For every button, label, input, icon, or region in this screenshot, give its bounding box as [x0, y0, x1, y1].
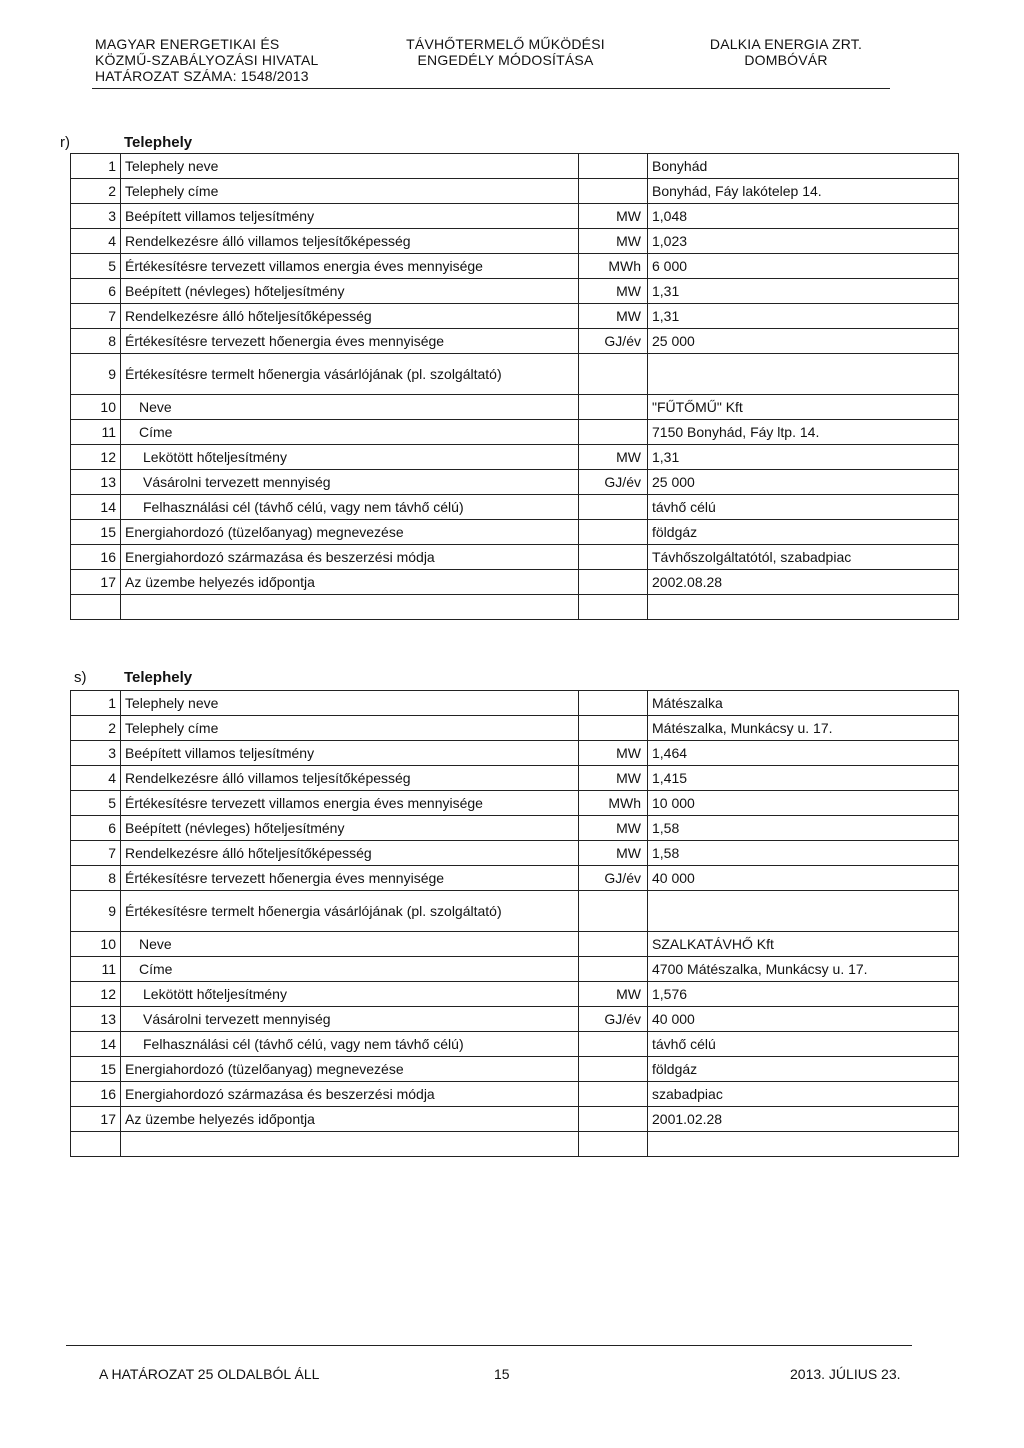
- row-unit: [579, 570, 648, 595]
- row-value: 40 000: [648, 1007, 959, 1032]
- header-company-city: DOMBÓVÁR: [744, 52, 828, 68]
- row-number: 14: [71, 1032, 121, 1057]
- row-number: 14: [71, 495, 121, 520]
- table-row: [71, 741, 959, 766]
- section-letter: r): [60, 134, 70, 151]
- row-unit: [579, 957, 648, 982]
- row-number: 12: [71, 445, 121, 470]
- row-label: Értékesítésre tervezett villamos energia éves mennyisége: [121, 791, 579, 816]
- header-subject-line: ENGEDÉLY MÓDOSÍTÁSA: [417, 52, 594, 68]
- row-label: Vásárolni tervezett mennyiség: [121, 470, 579, 495]
- row-unit: MW: [579, 841, 648, 866]
- table-row: [71, 329, 959, 354]
- row-label: [121, 1132, 579, 1157]
- row-value: távhő célú: [648, 1032, 959, 1057]
- table-row: [71, 470, 959, 495]
- row-number: [71, 595, 121, 620]
- row-unit: [579, 691, 648, 716]
- row-unit: [579, 891, 648, 932]
- row-label: Neve: [121, 932, 579, 957]
- site-table-mateszalka: [70, 690, 959, 1157]
- row-label: Telephely címe: [121, 179, 579, 204]
- footer-page-number: 15: [494, 1366, 510, 1382]
- table-row: [71, 1107, 959, 1132]
- table-row: [71, 1057, 959, 1082]
- row-label: Energiahordozó származása és beszerzési módja: [121, 1082, 579, 1107]
- row-value: földgáz: [648, 520, 959, 545]
- row-unit: GJ/év: [579, 866, 648, 891]
- table-row: [71, 932, 959, 957]
- header-subject-line: TÁVHŐTERMELŐ MŰKÖDÉSI: [406, 36, 605, 52]
- row-label: Az üzembe helyezés időpontja: [121, 1107, 579, 1132]
- row-label: Energiahordozó (tüzelőanyag) megnevezése: [121, 520, 579, 545]
- row-number: 1: [71, 691, 121, 716]
- row-number: 13: [71, 470, 121, 495]
- header-rule: [92, 88, 890, 89]
- section-letter: s): [74, 669, 87, 686]
- table-row: [71, 395, 959, 420]
- row-number: 16: [71, 545, 121, 570]
- row-unit: GJ/év: [579, 329, 648, 354]
- header-authority: [95, 36, 319, 84]
- row-value: 1,576: [648, 982, 959, 1007]
- row-value: Bonyhád, Fáy lakótelep 14.: [648, 179, 959, 204]
- row-value: 4700 Mátészalka, Munkácsy u. 17.: [648, 957, 959, 982]
- table-row: [71, 891, 959, 932]
- site-table-bonyhad: [70, 153, 959, 620]
- table-row: [71, 1132, 959, 1157]
- row-label: Értékesítésre tervezett villamos energia éves mennyisége: [121, 254, 579, 279]
- row-value: SZALKATÁVHŐ Kft: [648, 932, 959, 957]
- row-number: 6: [71, 279, 121, 304]
- table-row: [71, 1082, 959, 1107]
- footer-rule: [66, 1345, 912, 1346]
- row-unit: [579, 932, 648, 957]
- row-number: 8: [71, 329, 121, 354]
- row-label: Vásárolni tervezett mennyiség: [121, 1007, 579, 1032]
- table-row: [71, 254, 959, 279]
- table-row: [71, 179, 959, 204]
- row-unit: [579, 1132, 648, 1157]
- row-number: 3: [71, 741, 121, 766]
- row-number: 8: [71, 866, 121, 891]
- table-row: [71, 766, 959, 791]
- row-value: 40 000: [648, 866, 959, 891]
- table-row: [71, 716, 959, 741]
- row-value: [648, 354, 959, 395]
- row-label: Telephely neve: [121, 154, 579, 179]
- row-unit: [579, 420, 648, 445]
- row-number: 5: [71, 254, 121, 279]
- row-label: Felhasználási cél (távhő célú, vagy nem távhő célú): [121, 495, 579, 520]
- table-row: [71, 570, 959, 595]
- row-unit: GJ/év: [579, 1007, 648, 1032]
- table-row: [71, 229, 959, 254]
- row-label: Értékesítésre tervezett hőenergia éves mennyisége: [121, 866, 579, 891]
- row-value: [648, 595, 959, 620]
- row-label: Beépített (névleges) hőteljesítmény: [121, 279, 579, 304]
- row-unit: MW: [579, 741, 648, 766]
- row-label: Felhasználási cél (távhő célú, vagy nem távhő célú): [121, 1032, 579, 1057]
- row-unit: MW: [579, 279, 648, 304]
- row-number: 4: [71, 766, 121, 791]
- row-value: 25 000: [648, 329, 959, 354]
- row-value: 1,048: [648, 204, 959, 229]
- row-value: Bonyhád: [648, 154, 959, 179]
- row-unit: [579, 179, 648, 204]
- row-number: [71, 1132, 121, 1157]
- row-label: Értékesítésre termelt hőenergia vásárlójának (pl. szolgáltató): [121, 354, 579, 395]
- row-unit: MW: [579, 982, 648, 1007]
- row-number: 16: [71, 1082, 121, 1107]
- row-number: 3: [71, 204, 121, 229]
- row-number: 2: [71, 716, 121, 741]
- row-value: Távhőszolgáltatótól, szabadpiac: [648, 545, 959, 570]
- table-row: [71, 154, 959, 179]
- row-number: 9: [71, 891, 121, 932]
- row-unit: MWh: [579, 791, 648, 816]
- row-value: Mátészalka, Munkácsy u. 17.: [648, 716, 959, 741]
- row-number: 7: [71, 841, 121, 866]
- row-unit: [579, 520, 648, 545]
- row-value: [648, 891, 959, 932]
- row-value: szabadpiac: [648, 1082, 959, 1107]
- table-row: [71, 204, 959, 229]
- row-unit: [579, 1032, 648, 1057]
- row-value: 1,31: [648, 279, 959, 304]
- row-value: 1,58: [648, 816, 959, 841]
- row-label: Címe: [121, 957, 579, 982]
- footer-date: 2013. JÚLIUS 23.: [790, 1366, 901, 1382]
- row-label: Lekötött hőteljesítmény: [121, 982, 579, 1007]
- row-value: 2001.02.28: [648, 1107, 959, 1132]
- row-label: Beépített (névleges) hőteljesítmény: [121, 816, 579, 841]
- row-unit: MW: [579, 229, 648, 254]
- row-unit: [579, 395, 648, 420]
- row-value: 1,31: [648, 445, 959, 470]
- row-unit: [579, 354, 648, 395]
- row-label: [121, 595, 579, 620]
- row-unit: [579, 495, 648, 520]
- table-row: [71, 279, 959, 304]
- row-value: távhő célú: [648, 495, 959, 520]
- row-value: 25 000: [648, 470, 959, 495]
- row-label: Beépített villamos teljesítmény: [121, 204, 579, 229]
- row-label: Rendelkezésre álló villamos teljesítőképesség: [121, 229, 579, 254]
- header-company: [686, 36, 886, 68]
- row-number: 2: [71, 179, 121, 204]
- table-row: [71, 1007, 959, 1032]
- row-unit: MW: [579, 816, 648, 841]
- table-row: [71, 691, 959, 716]
- row-unit: [579, 545, 648, 570]
- row-label: Rendelkezésre álló hőteljesítőképesség: [121, 841, 579, 866]
- row-value: földgáz: [648, 1057, 959, 1082]
- header-subject: [388, 36, 623, 68]
- row-label: Neve: [121, 395, 579, 420]
- table-row: [71, 866, 959, 891]
- table-row: [71, 982, 959, 1007]
- table-row: [71, 420, 959, 445]
- row-number: 6: [71, 816, 121, 841]
- table-row: [71, 1032, 959, 1057]
- table-row: [71, 816, 959, 841]
- row-value: 6 000: [648, 254, 959, 279]
- row-unit: GJ/év: [579, 470, 648, 495]
- header-authority-line: MAGYAR ENERGETIKAI ÉS: [95, 36, 280, 52]
- table-row: [71, 791, 959, 816]
- row-value: Mátészalka: [648, 691, 959, 716]
- row-value: 1,58: [648, 841, 959, 866]
- header-company-name: DALKIA ENERGIA ZRT.: [709, 36, 863, 52]
- row-number: 17: [71, 1107, 121, 1132]
- row-unit: [579, 154, 648, 179]
- header-decision-number: HATÁROZAT SZÁMA: 1548/2013: [95, 68, 309, 84]
- row-number: 17: [71, 570, 121, 595]
- row-label: Telephely címe: [121, 716, 579, 741]
- row-value: 2002.08.28: [648, 570, 959, 595]
- section-title: Telephely: [124, 669, 193, 686]
- table-row: [71, 545, 959, 570]
- row-number: 11: [71, 420, 121, 445]
- table-row: [71, 495, 959, 520]
- table-row: [71, 354, 959, 395]
- table-row: [71, 520, 959, 545]
- row-number: 15: [71, 1057, 121, 1082]
- row-unit: [579, 595, 648, 620]
- row-unit: MW: [579, 204, 648, 229]
- row-value: 1,415: [648, 766, 959, 791]
- row-unit: MW: [579, 766, 648, 791]
- row-unit: MWh: [579, 254, 648, 279]
- row-label: Telephely neve: [121, 691, 579, 716]
- row-number: 13: [71, 1007, 121, 1032]
- row-value: 1,464: [648, 741, 959, 766]
- document-header: [0, 36, 1024, 92]
- row-number: 4: [71, 229, 121, 254]
- row-value: 1,31: [648, 304, 959, 329]
- row-number: 5: [71, 791, 121, 816]
- row-label: Lekötött hőteljesítmény: [121, 445, 579, 470]
- row-value: "FŰTŐMŰ" Kft: [648, 395, 959, 420]
- row-unit: MW: [579, 304, 648, 329]
- row-value: 1,023: [648, 229, 959, 254]
- row-label: Értékesítésre termelt hőenergia vásárlójának (pl. szolgáltató): [121, 891, 579, 932]
- row-number: 15: [71, 520, 121, 545]
- row-value: 7150 Bonyhád, Fáy ltp. 14.: [648, 420, 959, 445]
- row-number: 10: [71, 395, 121, 420]
- section-title: Telephely: [124, 134, 193, 151]
- table-row: [71, 304, 959, 329]
- table-row: [71, 841, 959, 866]
- footer-page-count: A HATÁROZAT 25 OLDALBÓL ÁLL: [99, 1366, 320, 1382]
- row-unit: MW: [579, 445, 648, 470]
- row-unit: [579, 1107, 648, 1132]
- row-number: 9: [71, 354, 121, 395]
- row-label: Címe: [121, 420, 579, 445]
- row-number: 10: [71, 932, 121, 957]
- row-label: Beépített villamos teljesítmény: [121, 741, 579, 766]
- row-label: Energiahordozó (tüzelőanyag) megnevezése: [121, 1057, 579, 1082]
- row-label: Energiahordozó származása és beszerzési módja: [121, 545, 579, 570]
- row-number: 7: [71, 304, 121, 329]
- row-unit: [579, 716, 648, 741]
- row-label: Értékesítésre tervezett hőenergia éves mennyisége: [121, 329, 579, 354]
- row-unit: [579, 1082, 648, 1107]
- row-label: Az üzembe helyezés időpontja: [121, 570, 579, 595]
- row-number: 12: [71, 982, 121, 1007]
- row-value: [648, 1132, 959, 1157]
- header-authority-line: KÖZMŰ-SZABÁLYOZÁSI HIVATAL: [95, 52, 319, 68]
- row-label: Rendelkezésre álló villamos teljesítőképesség: [121, 766, 579, 791]
- row-label: Rendelkezésre álló hőteljesítőképesség: [121, 304, 579, 329]
- row-unit: [579, 1057, 648, 1082]
- table-row: [71, 595, 959, 620]
- row-number: 11: [71, 957, 121, 982]
- table-row: [71, 445, 959, 470]
- row-number: 1: [71, 154, 121, 179]
- table-row: [71, 957, 959, 982]
- row-value: 10 000: [648, 791, 959, 816]
